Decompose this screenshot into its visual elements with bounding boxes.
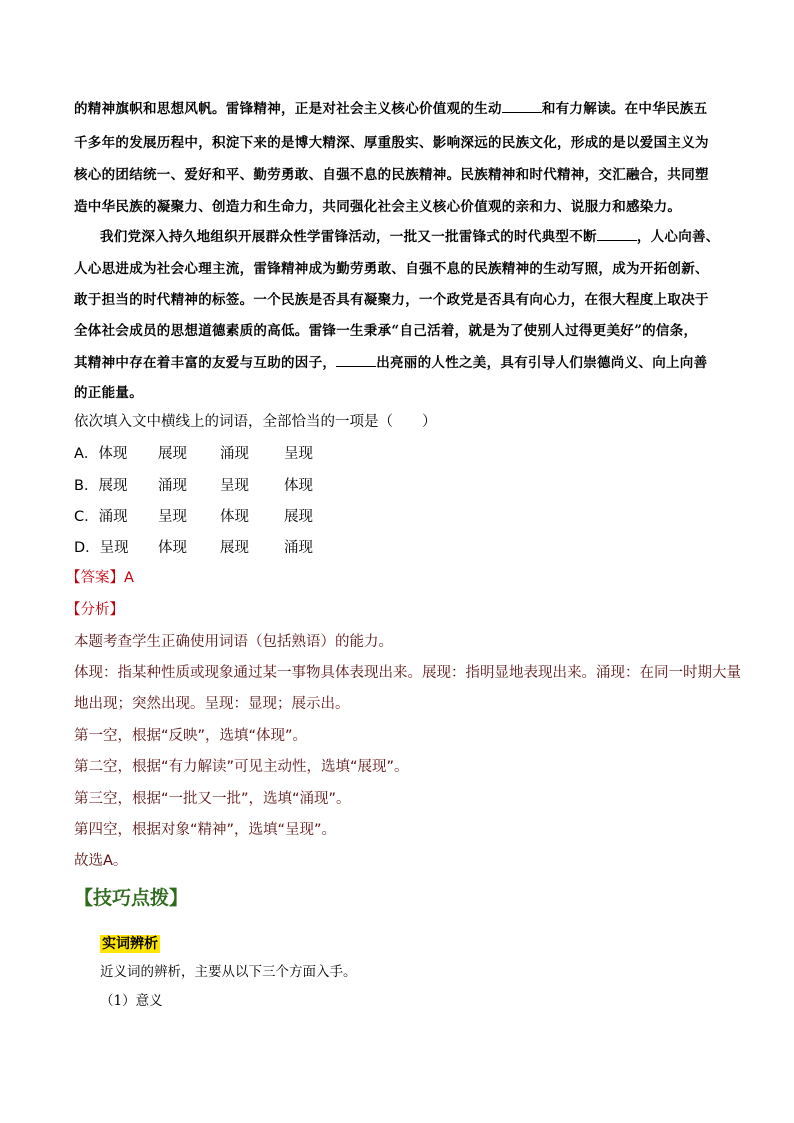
passage-line xyxy=(74,100,724,118)
option-word: 展现 xyxy=(158,446,187,462)
option-word: 体现 xyxy=(220,509,249,525)
fill-blank-3 xyxy=(597,228,637,241)
passage-text: 其精神中存在着丰富的友爱与互助的因子， xyxy=(74,355,337,371)
passage-line xyxy=(100,228,750,246)
passage-line xyxy=(74,354,724,372)
option-word: 展现 xyxy=(284,509,313,525)
option-word: 涌现 xyxy=(284,540,313,556)
passage-text: 的精神旗帜和思想风帆。雷锋精神，正是对社会主义核心价值观的生动 xyxy=(74,101,502,117)
explanation-line: 本题考查学生正确使用词语（包括熟语）的能力。 xyxy=(74,634,393,650)
fill-blank-4 xyxy=(336,354,376,367)
option-word: 体现 xyxy=(284,478,313,494)
option-word: 展现 xyxy=(220,540,249,556)
passage-line: 人心思进成为社会心理主流，雷锋精神成为勤劳勇敢、自强不息的民族精神的生动写照，成为开拓创新、 xyxy=(74,261,709,277)
section-tag-highlight: 实词辨析 xyxy=(102,936,158,952)
explanation-line: 体现：指某种性质或现象通过某一事物具体表现出来。展现：指明显地表现出来。涌现：在同一时期大量 xyxy=(74,665,741,681)
answer-line xyxy=(66,568,134,588)
passage-text: 我们党深入持久地组织开展群众性学雷锋活动，一批又一批雷锋式的时代典型不断 xyxy=(100,229,597,245)
explanation-line: 第二空，根据“有力解读”可见主动性，选填“展现”。 xyxy=(74,759,409,775)
tips-heading: 【技巧点拨】 xyxy=(74,887,189,909)
tips-intro: 近义词的辨析，主要从以下三个方面入手。 xyxy=(100,964,357,980)
option-label: A．体现 xyxy=(74,446,128,462)
explanation-line: 第一空，根据“反映”，选填“体现”。 xyxy=(74,728,308,744)
option-word: 涌现 xyxy=(158,478,187,494)
answer-label: 【答案】 xyxy=(66,570,124,586)
answer-value: A xyxy=(124,570,134,586)
passage-line: 全体社会成员的思想道德素质的高低。雷锋一生秉承“自己活着，就是为了使别人过得更美好”的信条， xyxy=(74,323,698,339)
passage-line: 造中华民族的凝聚力、创造力和生命力，共同强化社会主义核心价值观的亲和力、说服力和感染力。 xyxy=(74,199,682,215)
option-label: D．呈现 xyxy=(74,540,129,556)
passage-line: 核心的团结统一、爱好和平、勤劳勇敢、自强不息的民族精神。民族精神和时代精神，交汇融合，共同塑 xyxy=(74,167,709,183)
option-word: 体现 xyxy=(158,540,187,556)
analysis-label: 【分析】 xyxy=(66,602,124,618)
passage-line: 敢于担当的时代精神的标签。一个民族是否具有凝聚力，一个政党是否具有向心力，在很大程度上取决于 xyxy=(74,292,709,308)
passage-text: ，人心向善、 xyxy=(636,229,720,245)
passage-text: 和有力解读。在中华民族五 xyxy=(541,101,708,117)
tips-item-1: （1）意义 xyxy=(100,993,163,1009)
option-word: 涌现 xyxy=(220,446,249,462)
passage-line: 的正能量。 xyxy=(74,385,143,401)
passage-text: 出亮丽的人性之美，具有引导人们崇德尚义、向上向善 xyxy=(376,355,708,371)
option-word: 呈现 xyxy=(220,478,249,494)
option-word: 呈现 xyxy=(284,446,313,462)
explanation-line: 第三空，根据“一批又一批”，选填“涌现”。 xyxy=(74,791,351,807)
explanation-line: 地出现；突然出现。呈现：显现；展示出。 xyxy=(74,696,350,712)
fill-blank-1 xyxy=(502,100,542,113)
explanation-line: 故选A。 xyxy=(74,853,128,869)
option-word: 呈现 xyxy=(158,509,187,525)
option-label: C．涌现 xyxy=(74,509,128,525)
option-label: B．展现 xyxy=(74,478,128,494)
question-stem: 依次填入文中横线上的词语，全部恰当的一项是（ ） xyxy=(74,414,437,430)
passage-line: 千多年的发展历程中，积淀下来的是博大精深、厚重殷实、影响深远的民族文化，形成的是以爱国主义为 xyxy=(74,135,709,151)
explanation-line: 第四空，根据对象“精神”，选填“呈现”。 xyxy=(74,822,337,838)
